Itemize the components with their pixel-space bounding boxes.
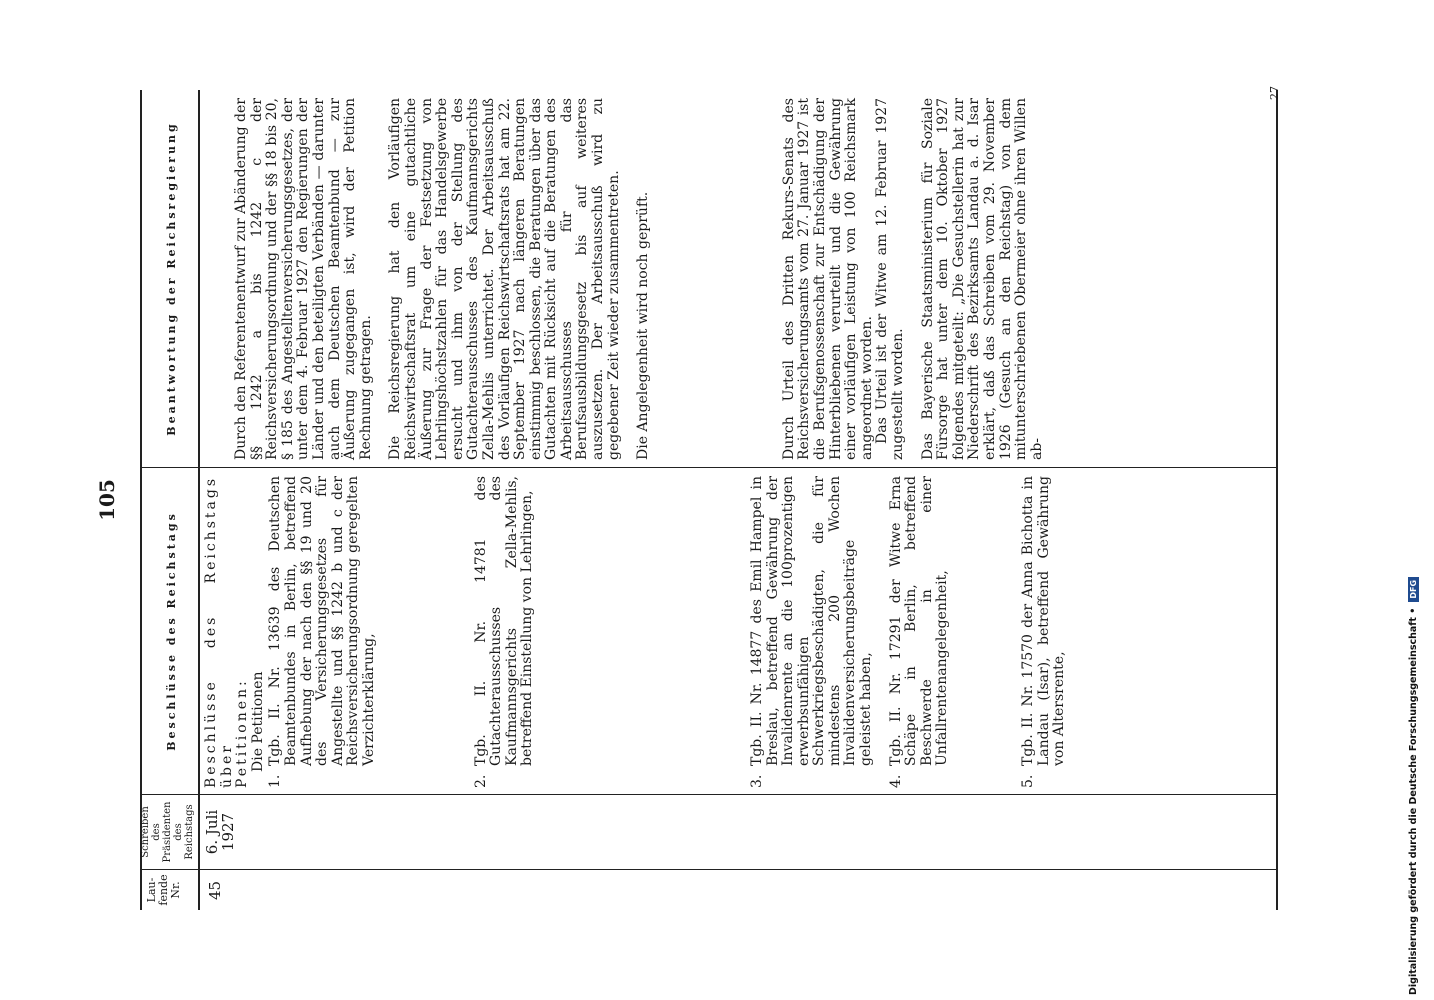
intro-sub: Petitionen: bbox=[234, 678, 251, 788]
header-beschluesse: Beschlüsse des Reichstags bbox=[165, 511, 178, 751]
dfg-logo-icon: DFG bbox=[1408, 577, 1419, 602]
table-top-rule bbox=[140, 90, 142, 910]
row-number: 45 bbox=[206, 880, 224, 900]
header-schreiben: Schreiben des Präsidenten des Reichstags bbox=[140, 801, 195, 863]
answer-text: Das Bayerische Staatsministerium für Soziale Fürsorge hat unter dem 10. Oktober 1927 folgendes mitgeteilt: „Die Gesuchstellerin hat zur Niederschrift des Bezirksamts Landau a. d. Isar erklärt, daß das Schreiben vom 29. November 1926 (Gesuch an den Reichstag) von dem mitunterschriebenen Obermeier ohne ihren Willen ab- bbox=[919, 98, 1045, 460]
petition-item bbox=[474, 476, 536, 788]
item-number: 1. bbox=[267, 774, 284, 788]
item-number: 4. bbox=[887, 774, 904, 788]
intro-die: Die Petitionen bbox=[249, 671, 266, 772]
col-divider-2 bbox=[140, 794, 1276, 795]
table-bottom-rule bbox=[1276, 90, 1278, 910]
page-number: 105 bbox=[95, 479, 119, 521]
petition-item bbox=[268, 476, 377, 788]
item-text: Tgb. II. Nr. 14781 des Gutachterausschusses des Kaufmannsgerichts Zella-Mehlis, betreffend Einstellung von Lehrlingen, bbox=[472, 476, 536, 766]
intro-title: Beschlüsse des Reichstags über bbox=[203, 476, 235, 788]
row-date: 6. Juli 1927 bbox=[203, 809, 237, 855]
scanned-page bbox=[80, 70, 1300, 930]
credit-text: Digitalisierung gefördert durch die Deutsche Forschungsgemeinschaft • bbox=[1408, 607, 1419, 995]
footer-number: 27 bbox=[1268, 86, 1281, 100]
col-divider-1 bbox=[140, 869, 1276, 870]
item-text: Tgb. II. Nr. 14877 des Emil Hampel in Breslau, betreffend Gewährung der Invalidenrente an die 100prozentigen erwerbsunfähigen Schwerkriegsbeschädigten, die für mindestens 200 Wochen Invalidenversicherungsbeiträge geleistet haben, bbox=[748, 476, 875, 766]
col-divider-3 bbox=[140, 467, 1276, 468]
petition-item bbox=[750, 476, 875, 788]
item-number: 3. bbox=[748, 774, 765, 788]
item-number: 5. bbox=[1020, 774, 1037, 788]
beschluesse-column bbox=[204, 476, 1068, 788]
dfg-credit bbox=[1408, 577, 1419, 995]
header-beantwortung: Beantwortung der Reichsregierung bbox=[165, 121, 178, 436]
item-text: Tgb. II. Nr. 17570 der Anna Bichotta in Landau (Isar), betreffend Gewährung von Altersrente, bbox=[1020, 476, 1068, 766]
petition-item bbox=[889, 476, 951, 788]
table-header-rule bbox=[198, 90, 200, 910]
item-text: Tgb. II. Nr. 17291 der Witwe Erna Schäpe in Berlin, betreffend Beschwerde in einer Unfallrentenangelegenheit, bbox=[887, 476, 951, 766]
answer-text: Das Urteil ist der Witwe am 12. Februar 1927 zugestellt worden. bbox=[874, 98, 906, 460]
item-text: Tgb. II. Nr. 13639 des Deutschen Beamtenbundes in Berlin, betreffend Aufhebung der nach den §§ 19 und 20 des Versicherungsgesetzes für Angestellte und §§ 1242 b und c der Reichsversicherungsordnung geregelten Verzichterklärung, bbox=[267, 476, 377, 766]
beantwortung-column bbox=[204, 98, 1045, 460]
answer-text: Die Angelegenheit wird noch geprüft. bbox=[635, 191, 652, 460]
header-laufende-nr: Lau- fende Nr. bbox=[145, 874, 182, 906]
answer-text: Durch Urteil des Dritten Rekurs-Senats des Reichsversicherungsamts vom 27. Januar 1927 ist die Berufsgenossenschaft zur Entschädigung der Hinterbliebenen verurteilt und die Gewährung einer vorläufigen Leistung von 100 Reichsmark angeordnet worden. bbox=[780, 98, 875, 460]
answer-text: Durch den Referentenentwurf zur Abänderung der §§ 1242 a bis 1242 c der Reichsversicherungsordnung und der §§ 18 bis 20, § 185 des Angestelltenversicherungsgesetzes, der unter dem 4. Februar 1927 den Regierungen der Länder und den beteiligten Verbänden — darunter auch dem Deutschen Beamtenbund — zur Äußerung zugegangen ist, wird der Petition Rechnung getragen. bbox=[233, 98, 374, 460]
item-number: 2. bbox=[472, 774, 489, 788]
petition-item bbox=[1021, 476, 1068, 788]
answer-text: Die Reichsregierung hat den Vorläufigen Reichswirtschaftsrat um eine gutachtliche Äußerung zur Frage der Festsetzung von Lehrlingshöchstzahlen für das Handelsgewerbe ersucht und ihm von der Stellung des Gutachterausschusses des Kaufmannsgerichts Zella-Mehlis unterrichtet. Der Arbeitsausschuß des Vorläufigen Reichswirtschaftsrats hat am 22. September 1927 nach längeren Beratungen einstimmig beschlossen, die Beratungen über das Gutachten mit Rücksicht auf die Beratungen des Arbeitsausschusses für das Berufsausbildungsgesetz bis auf weiteres auszusetzen. Der Arbeitsausschuß wird zu gegebener Zeit wieder zusammentreten. bbox=[387, 98, 622, 460]
